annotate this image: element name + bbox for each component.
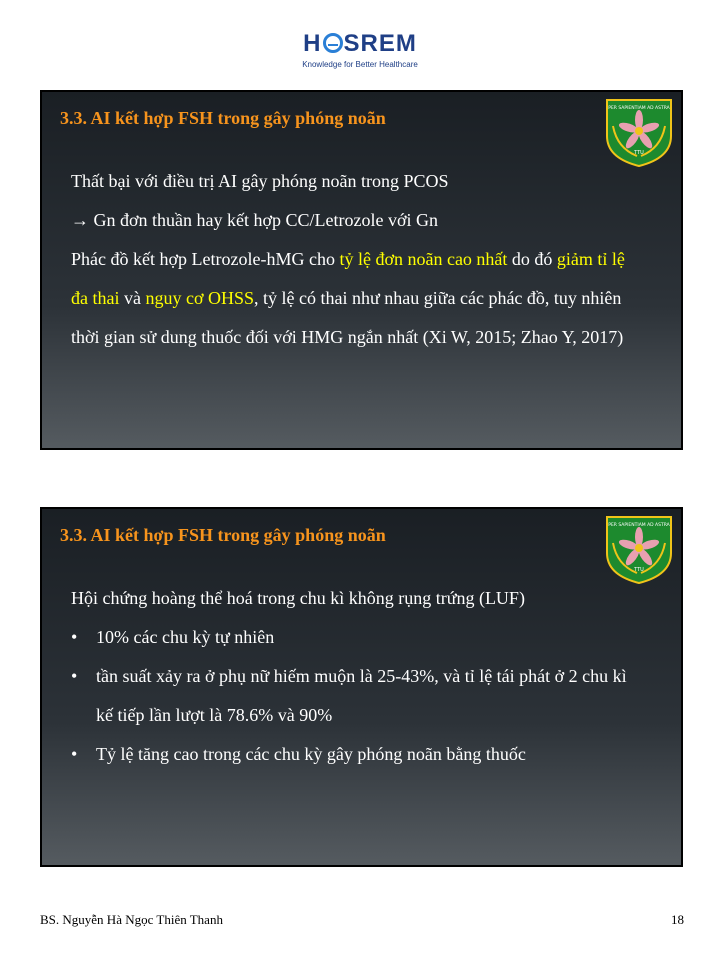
logo-wordmark: H SREM	[303, 30, 417, 57]
emblem-initials: TTU	[634, 567, 644, 573]
slide-1-line-1: Thất bại với điều trị AI gây phóng noãn trong PCOS	[71, 171, 449, 191]
slide-1	[40, 90, 683, 450]
logo-tagline: Knowledge for Better Healthcare	[302, 60, 418, 69]
footer-author: BS. Nguyễn Hà Ngọc Thiên Thanh	[40, 912, 223, 927]
bullet-item: • 10% các chu kỳ tự nhiên	[71, 618, 631, 657]
highlight-single-egg-rate: tỷ lệ đơn noãn cao nhất	[339, 249, 508, 269]
university-emblem-icon	[603, 513, 675, 585]
slide-2-content	[71, 579, 631, 774]
hosrem-logo	[0, 30, 720, 69]
bullet-item: • Tỷ lệ tăng cao trong các chu kỳ gây phóng noãn bằng thuốc	[71, 735, 631, 774]
emblem-initials: TTU	[634, 150, 644, 156]
logo-globe-icon	[323, 33, 343, 53]
page-number: 18	[671, 912, 684, 927]
highlight-ohss-risk: nguy cơ OHSS	[145, 288, 255, 308]
slide-2-title: 3.3. AI kết hợp FSH trong gây phóng noãn	[60, 525, 386, 545]
slide-1-content	[71, 162, 631, 357]
slide-1-paragraph: Phác đồ kết hợp Letrozole-hMG cho tỷ lệ đơn noãn cao nhất do đó giảm tỉ lệ đa thai và nguy cơ OHSS, tỷ lệ có thai như nhau giữa các phác đồ, tuy nhiên thời gian sử dung thuốc đối với HMG ngắn nhất (Xi W, 2015; Zhao Y, 2017)	[71, 249, 625, 347]
slide-2	[40, 507, 683, 867]
right-arrow-icon: →	[71, 210, 89, 230]
emblem-motto: PER SAPIENTIAM AD ASTRA	[608, 106, 670, 111]
university-emblem-icon	[603, 96, 675, 168]
emblem-motto: PER SAPIENTIAM AD ASTRA	[608, 523, 670, 528]
slide-1-line-2: → Gn đơn thuần hay kết hợp CC/Letrozole với Gn	[71, 210, 438, 230]
slide-2-intro: Hội chứng hoàng thể hoá trong chu kì không rụng trứng (LUF)	[71, 588, 525, 608]
slide-1-title: 3.3. AI kết hợp FSH trong gây phóng noãn	[60, 108, 386, 128]
bullet-item: • tần suất xảy ra ở phụ nữ hiếm muộn là 25-43%, và tỉ lệ tái phát ở 2 chu kì kế tiếp lần lượt là 78.6% và 90%	[71, 657, 631, 735]
highlight-multiple-pregnancy: giảm tỉ lệ đa thai	[71, 249, 625, 308]
